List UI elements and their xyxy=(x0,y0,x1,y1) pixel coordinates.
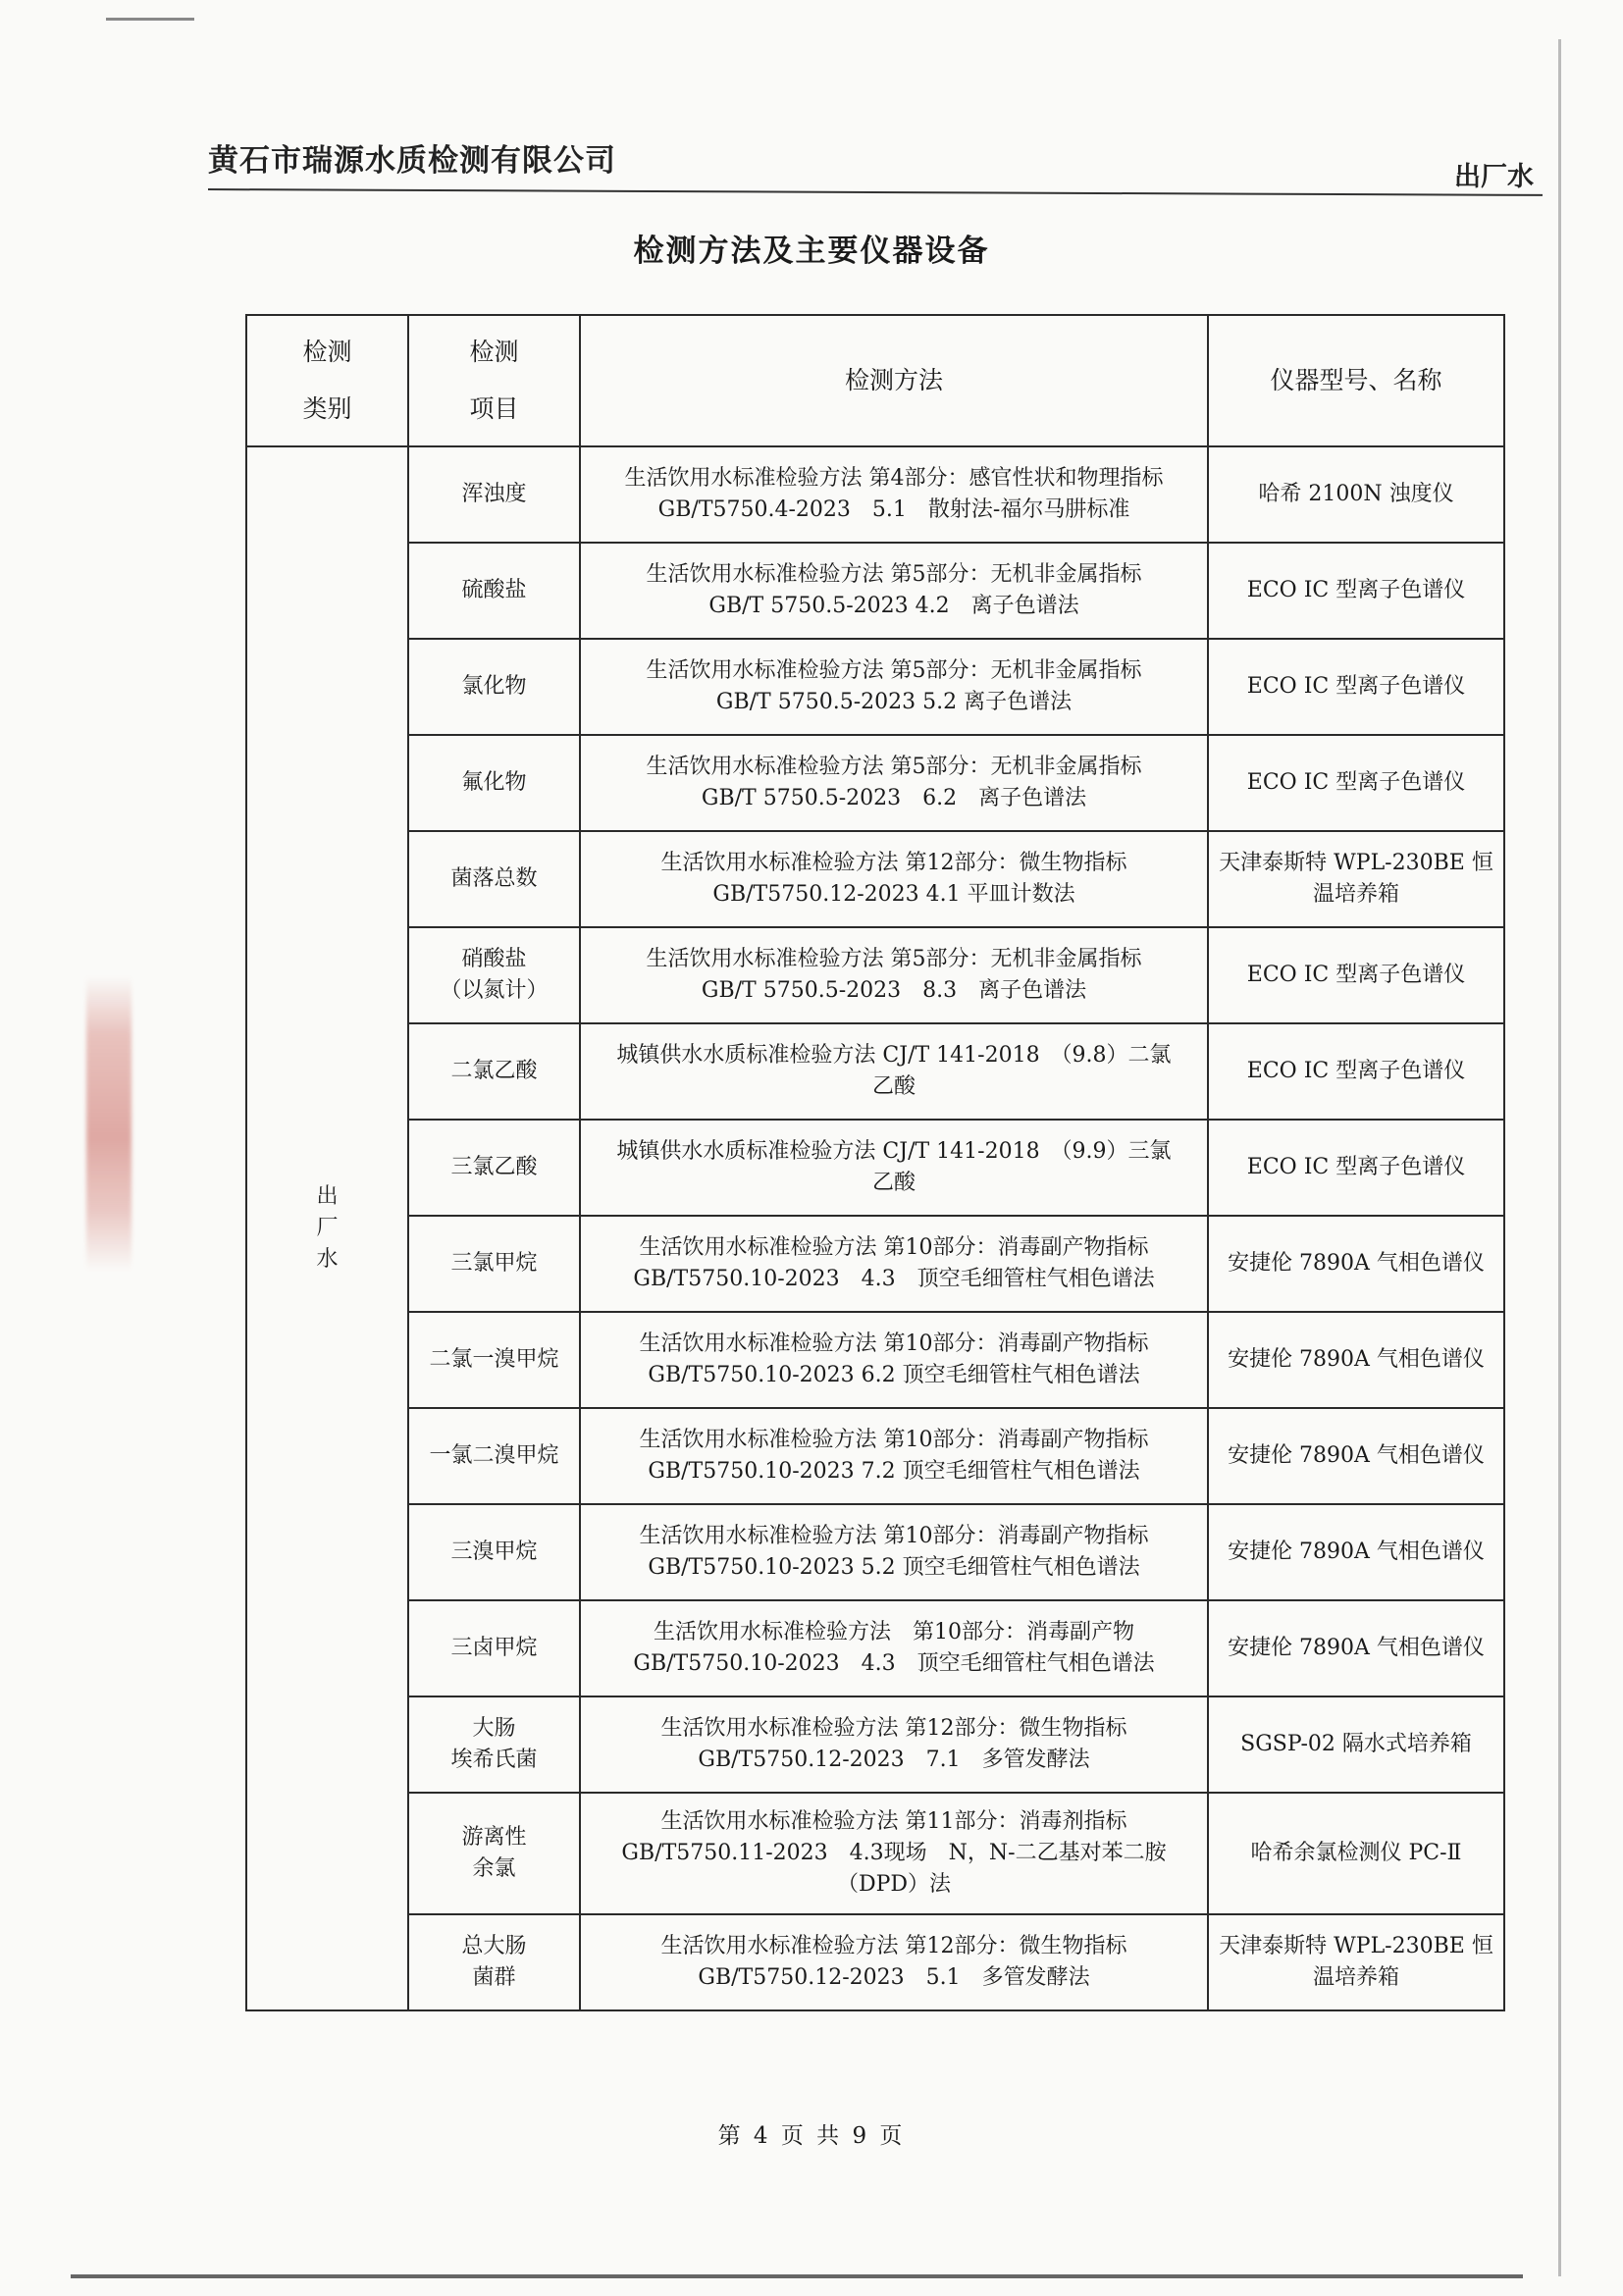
item-cell: 大肠 埃希氏菌 xyxy=(408,1696,580,1793)
table-row xyxy=(246,1216,1504,1312)
scan-artifact-top xyxy=(106,18,194,21)
method-cell: 生活饮用水标准检验方法 第5部分：无机非金属指标 GB/T 5750.5-2023 5.2 离子色谱法 xyxy=(580,639,1208,735)
item-cell: 游离性 余氯 xyxy=(408,1793,580,1914)
table-row xyxy=(246,735,1504,831)
table-row xyxy=(246,1696,1504,1793)
method-cell: 生活饮用水标准检验方法 第5部分：无机非金属指标 GB/T 5750.5-2023 6.2 离子色谱法 xyxy=(580,735,1208,831)
method-cell: 生活饮用水标准检验方法 第5部分：无机非金属指标 GB/T 5750.5-2023 8.3 离子色谱法 xyxy=(580,927,1208,1023)
instrument-cell: 安捷伦 7890A 气相色谱仪 xyxy=(1208,1312,1504,1408)
table-body xyxy=(246,446,1504,2010)
scan-artifact-right xyxy=(1558,39,1561,2276)
category-cell: 出 厂 水 xyxy=(246,446,408,2010)
method-cell: 生活饮用水标准检验方法 第10部分：消毒副产物指标 GB/T5750.10-2023 4.3 顶空毛细管柱气相色谱法 xyxy=(580,1216,1208,1312)
item-cell: 氟化物 xyxy=(408,735,580,831)
table-row xyxy=(246,1312,1504,1408)
instrument-cell: 哈希余氯检测仪 PC-Ⅱ xyxy=(1208,1793,1504,1914)
item-cell: 硝酸盐 （以氮计） xyxy=(408,927,580,1023)
instrument-cell: ECO IC 型离子色谱仪 xyxy=(1208,927,1504,1023)
item-cell: 菌落总数 xyxy=(408,831,580,927)
table-row xyxy=(246,831,1504,927)
seam-stamp-seal xyxy=(86,976,131,1271)
table-row xyxy=(246,1914,1504,2010)
methods-table xyxy=(245,314,1505,2011)
item-cell: 一氯二溴甲烷 xyxy=(408,1408,580,1504)
item-cell: 三氯乙酸 xyxy=(408,1120,580,1216)
table-row xyxy=(246,927,1504,1023)
company-name: 黄石市瑞源水质检测有限公司 xyxy=(208,143,616,179)
header-divider xyxy=(208,188,1543,196)
instrument-cell: 安捷伦 7890A 气相色谱仪 xyxy=(1208,1408,1504,1504)
table-row xyxy=(246,1120,1504,1216)
instrument-cell: ECO IC 型离子色谱仪 xyxy=(1208,1023,1504,1120)
table-row xyxy=(246,1600,1504,1696)
method-cell: 城镇供水水质标准检验方法 CJ/T 141-2018 （9.8）二氯 乙酸 xyxy=(580,1023,1208,1120)
instrument-cell: 安捷伦 7890A 气相色谱仪 xyxy=(1208,1216,1504,1312)
instrument-cell: ECO IC 型离子色谱仪 xyxy=(1208,1120,1504,1216)
instrument-cell: 哈希 2100N 浊度仪 xyxy=(1208,446,1504,543)
method-cell: 生活饮用水标准检验方法 第4部分：感官性状和物理指标 GB/T5750.4-2023 5.1 散射法-福尔马肼标准 xyxy=(580,446,1208,543)
method-cell: 生活饮用水标准检验方法 第10部分：消毒副产物 GB/T5750.10-2023 4.3 顶空毛细管柱气相色谱法 xyxy=(580,1600,1208,1696)
item-cell: 三卤甲烷 xyxy=(408,1600,580,1696)
method-cell: 生活饮用水标准检验方法 第12部分：微生物指标 GB/T5750.12-2023 7.1 多管发酵法 xyxy=(580,1696,1208,1793)
table-row xyxy=(246,639,1504,735)
item-cell: 三溴甲烷 xyxy=(408,1504,580,1600)
instrument-cell: 安捷伦 7890A 气相色谱仪 xyxy=(1208,1504,1504,1600)
instrument-cell: SGSP-02 隔水式培养箱 xyxy=(1208,1696,1504,1793)
table-row xyxy=(246,1023,1504,1120)
method-cell: 生活饮用水标准检验方法 第12部分：微生物指标 GB/T5750.12-2023 5.1 多管发酵法 xyxy=(580,1914,1208,2010)
instrument-cell: ECO IC 型离子色谱仪 xyxy=(1208,639,1504,735)
table-row xyxy=(246,446,1504,543)
page-title: 检测方法及主要仪器设备 xyxy=(633,234,990,269)
header-instrument: 仪器型号、名称 xyxy=(1208,315,1504,446)
method-cell: 生活饮用水标准检验方法 第10部分：消毒副产物指标 GB/T5750.10-2023 7.2 顶空毛细管柱气相色谱法 xyxy=(580,1408,1208,1504)
item-cell: 硫酸盐 xyxy=(408,543,580,639)
item-cell: 浑浊度 xyxy=(408,446,580,543)
table-row xyxy=(246,1793,1504,1914)
method-cell: 生活饮用水标准检验方法 第12部分：微生物指标 GB/T5750.12-2023 4.1 平皿计数法 xyxy=(580,831,1208,927)
instrument-cell: 天津泰斯特 WPL-230BE 恒 温培养箱 xyxy=(1208,831,1504,927)
table-row xyxy=(246,1408,1504,1504)
header-method: 检测方法 xyxy=(580,315,1208,446)
header-category: 检测 类别 xyxy=(246,315,408,446)
header-item: 检测 项目 xyxy=(408,315,580,446)
instrument-cell: ECO IC 型离子色谱仪 xyxy=(1208,543,1504,639)
table-header-row xyxy=(246,315,1504,446)
instrument-cell: 安捷伦 7890A 气相色谱仪 xyxy=(1208,1600,1504,1696)
document-type-label: 出厂水 xyxy=(1454,162,1534,192)
method-cell: 城镇供水水质标准检验方法 CJ/T 141-2018 （9.9）三氯 乙酸 xyxy=(580,1120,1208,1216)
method-cell: 生活饮用水标准检验方法 第10部分：消毒副产物指标 GB/T5750.10-2023 5.2 顶空毛细管柱气相色谱法 xyxy=(580,1504,1208,1600)
table-row xyxy=(246,543,1504,639)
instrument-cell: ECO IC 型离子色谱仪 xyxy=(1208,735,1504,831)
item-cell: 二氯一溴甲烷 xyxy=(408,1312,580,1408)
table-row xyxy=(246,1504,1504,1600)
scan-artifact-bottom xyxy=(71,2274,1523,2278)
method-cell: 生活饮用水标准检验方法 第11部分：消毒剂指标 GB/T5750.11-2023 4.3现场 N，N-二乙基对苯二胺 （DPD）法 xyxy=(580,1793,1208,1914)
method-cell: 生活饮用水标准检验方法 第5部分：无机非金属指标 GB/T 5750.5-2023 4.2 离子色谱法 xyxy=(580,543,1208,639)
method-cell: 生活饮用水标准检验方法 第10部分：消毒副产物指标 GB/T5750.10-2023 6.2 顶空毛细管柱气相色谱法 xyxy=(580,1312,1208,1408)
item-cell: 氯化物 xyxy=(408,639,580,735)
item-cell: 三氯甲烷 xyxy=(408,1216,580,1312)
item-cell: 二氯乙酸 xyxy=(408,1023,580,1120)
item-cell: 总大肠 菌群 xyxy=(408,1914,580,2010)
instrument-cell: 天津泰斯特 WPL-230BE 恒 温培养箱 xyxy=(1208,1914,1504,2010)
page-number: 第 4 页 共 9 页 xyxy=(717,2123,906,2149)
